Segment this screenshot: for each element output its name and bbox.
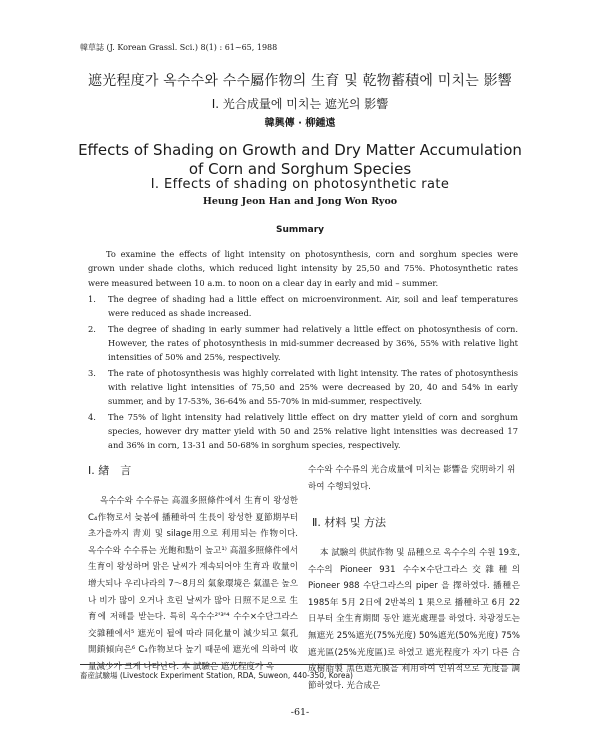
introduction-heading: Ⅰ. 緖 言 <box>88 464 132 477</box>
korean-authors: 韓興傳 · 柳鍾遠 <box>264 118 336 129</box>
page-number: -61- <box>290 707 310 718</box>
introduction-body: 옥수수와 수수류는 高溫多照條件에서 生育이 왕성한 C₄作物로서 늦봄에 播種하여 生長이 왕성한 夏節期부터 초가을까지 靑刈 및 silage用으로 利用되는 作物이다. 옥수수와 수수류는 光飽和點이 높고¹⁾ 高溫多照條件에서 生育이 왕성하며 맑은 날씨가 계속되어야 生育과 收量이 增大되나 우리나라의 7～8月의 氣象環境은 氣溫은 높으나 비가 많이 오거나 흐린 날씨가 많아 日照不足으로 生育에 저해를 받는다. 특히 옥수수²'³'⁴ 수수×수단그라스交雜種에서⁵ 遮光이 될에 따라 同化量이 減少되고 氣孔開鎖傾向은⁶ C₃作物보다 높기 때문에 遮光에 의하여 收量減少가 크게 나타난다. 本 試驗은 遮光程度가 옥 <box>88 496 298 672</box>
summary-item: 3. The rate of photosynthesis was highly correlated with light intensity. The rates of photosynthesis with relative light intensities of 75,50 and 25% were decreased by 20, 40 and 54% in early summer, and by 17-53%, 36-64% and 55-70% in mid-summer, respectively. <box>88 367 518 406</box>
summary-item: 4. The 75% of light intensity had relatively little effect on dry matter yield of corn and sorghum species, however dry matter yield with 50 and 25% relative light intensities was decreased 17 and 36% in corn, 13-31 and 50-68% in sorghum species, respectively. <box>88 411 518 450</box>
materials-methods-heading: Ⅱ. 材料 및 方法 <box>312 516 387 529</box>
affiliation-footnote: 畜産試驗場 (Livestock Experiment Station, RDA, Suweon, 440-350, Korea) <box>80 671 353 680</box>
footnote-divider <box>80 664 520 665</box>
summary-intro: To examine the effects of light intensity on photosynthesis, corn and sorghum species were grown under shade cloths, which reduced light intensity by 25,50 and 75%. Photosynthetic rates were measured between 10 a.m. to noon on a clear day in early and mid – summer. <box>88 249 518 288</box>
journal-header: 韓草誌 (J. Korean Grassl. Sci.) 8(1) : 61~65, 1988 <box>80 43 278 52</box>
summary-heading: Summary <box>275 225 325 235</box>
introduction-continued: 수수와 수수류의 光合成量에 미치는 影響을 究明하기 위하여 수행되었다. <box>308 465 516 492</box>
summary-item: 1. The degree of shading had a little effect on microenvironment. Air, soil and leaf temperatures were reduced as shade increased. <box>88 294 518 319</box>
english-authors: Heung Jeon Han and Jong Won Ryoo <box>202 196 398 207</box>
english-title: Effects of Shading on Growth and Dry Matter Accumulation of Corn and Sorghum Species <box>78 141 522 178</box>
korean-subtitle: Ⅰ. 光合成量에 미치는 遮光의 影響 <box>211 97 389 111</box>
materials-methods-body: 本 試驗의 供試作物 및 品種으로 옥수수의 수원 19호, 수수의 Pioneer 931 수수×수단그라스交雜種의 Pioneer 988 수단그라스의 piper 을 擇하였다. 播種은 1985年 5月 2日에 2반복의 1 果으로 播種하고 6月 22日부터 全生育期間 동안 遮光處理를 하였다. 차광정도는 無遮光 25%遮光(75%光度) 50%遮光(50%光度) 75%遮光區(25%光度區)로 하였고 遮光程度가 자기 다른 合成樹脂製 黑色遮光膜을 利用하여 인위적으로 光度를 調節하였다. 光合成은 <box>308 548 520 691</box>
korean-title: 遮光程度가 옥수수와 수수屬作物의 生育 및 乾物蓄積에 미치는 影響 <box>88 73 512 89</box>
english-subtitle: Ⅰ. Effects of shading on photosynthetic rate <box>150 177 450 192</box>
summary-item: 2. The degree of shading in early summer had relatively a little effect on photosynthesis of corn. However, the rates of photosynthesis in mid-summer decreased by 36%, 55% with relative light intensities of 50% and 25%, respectively. <box>88 323 518 362</box>
summary-list <box>88 292 518 453</box>
